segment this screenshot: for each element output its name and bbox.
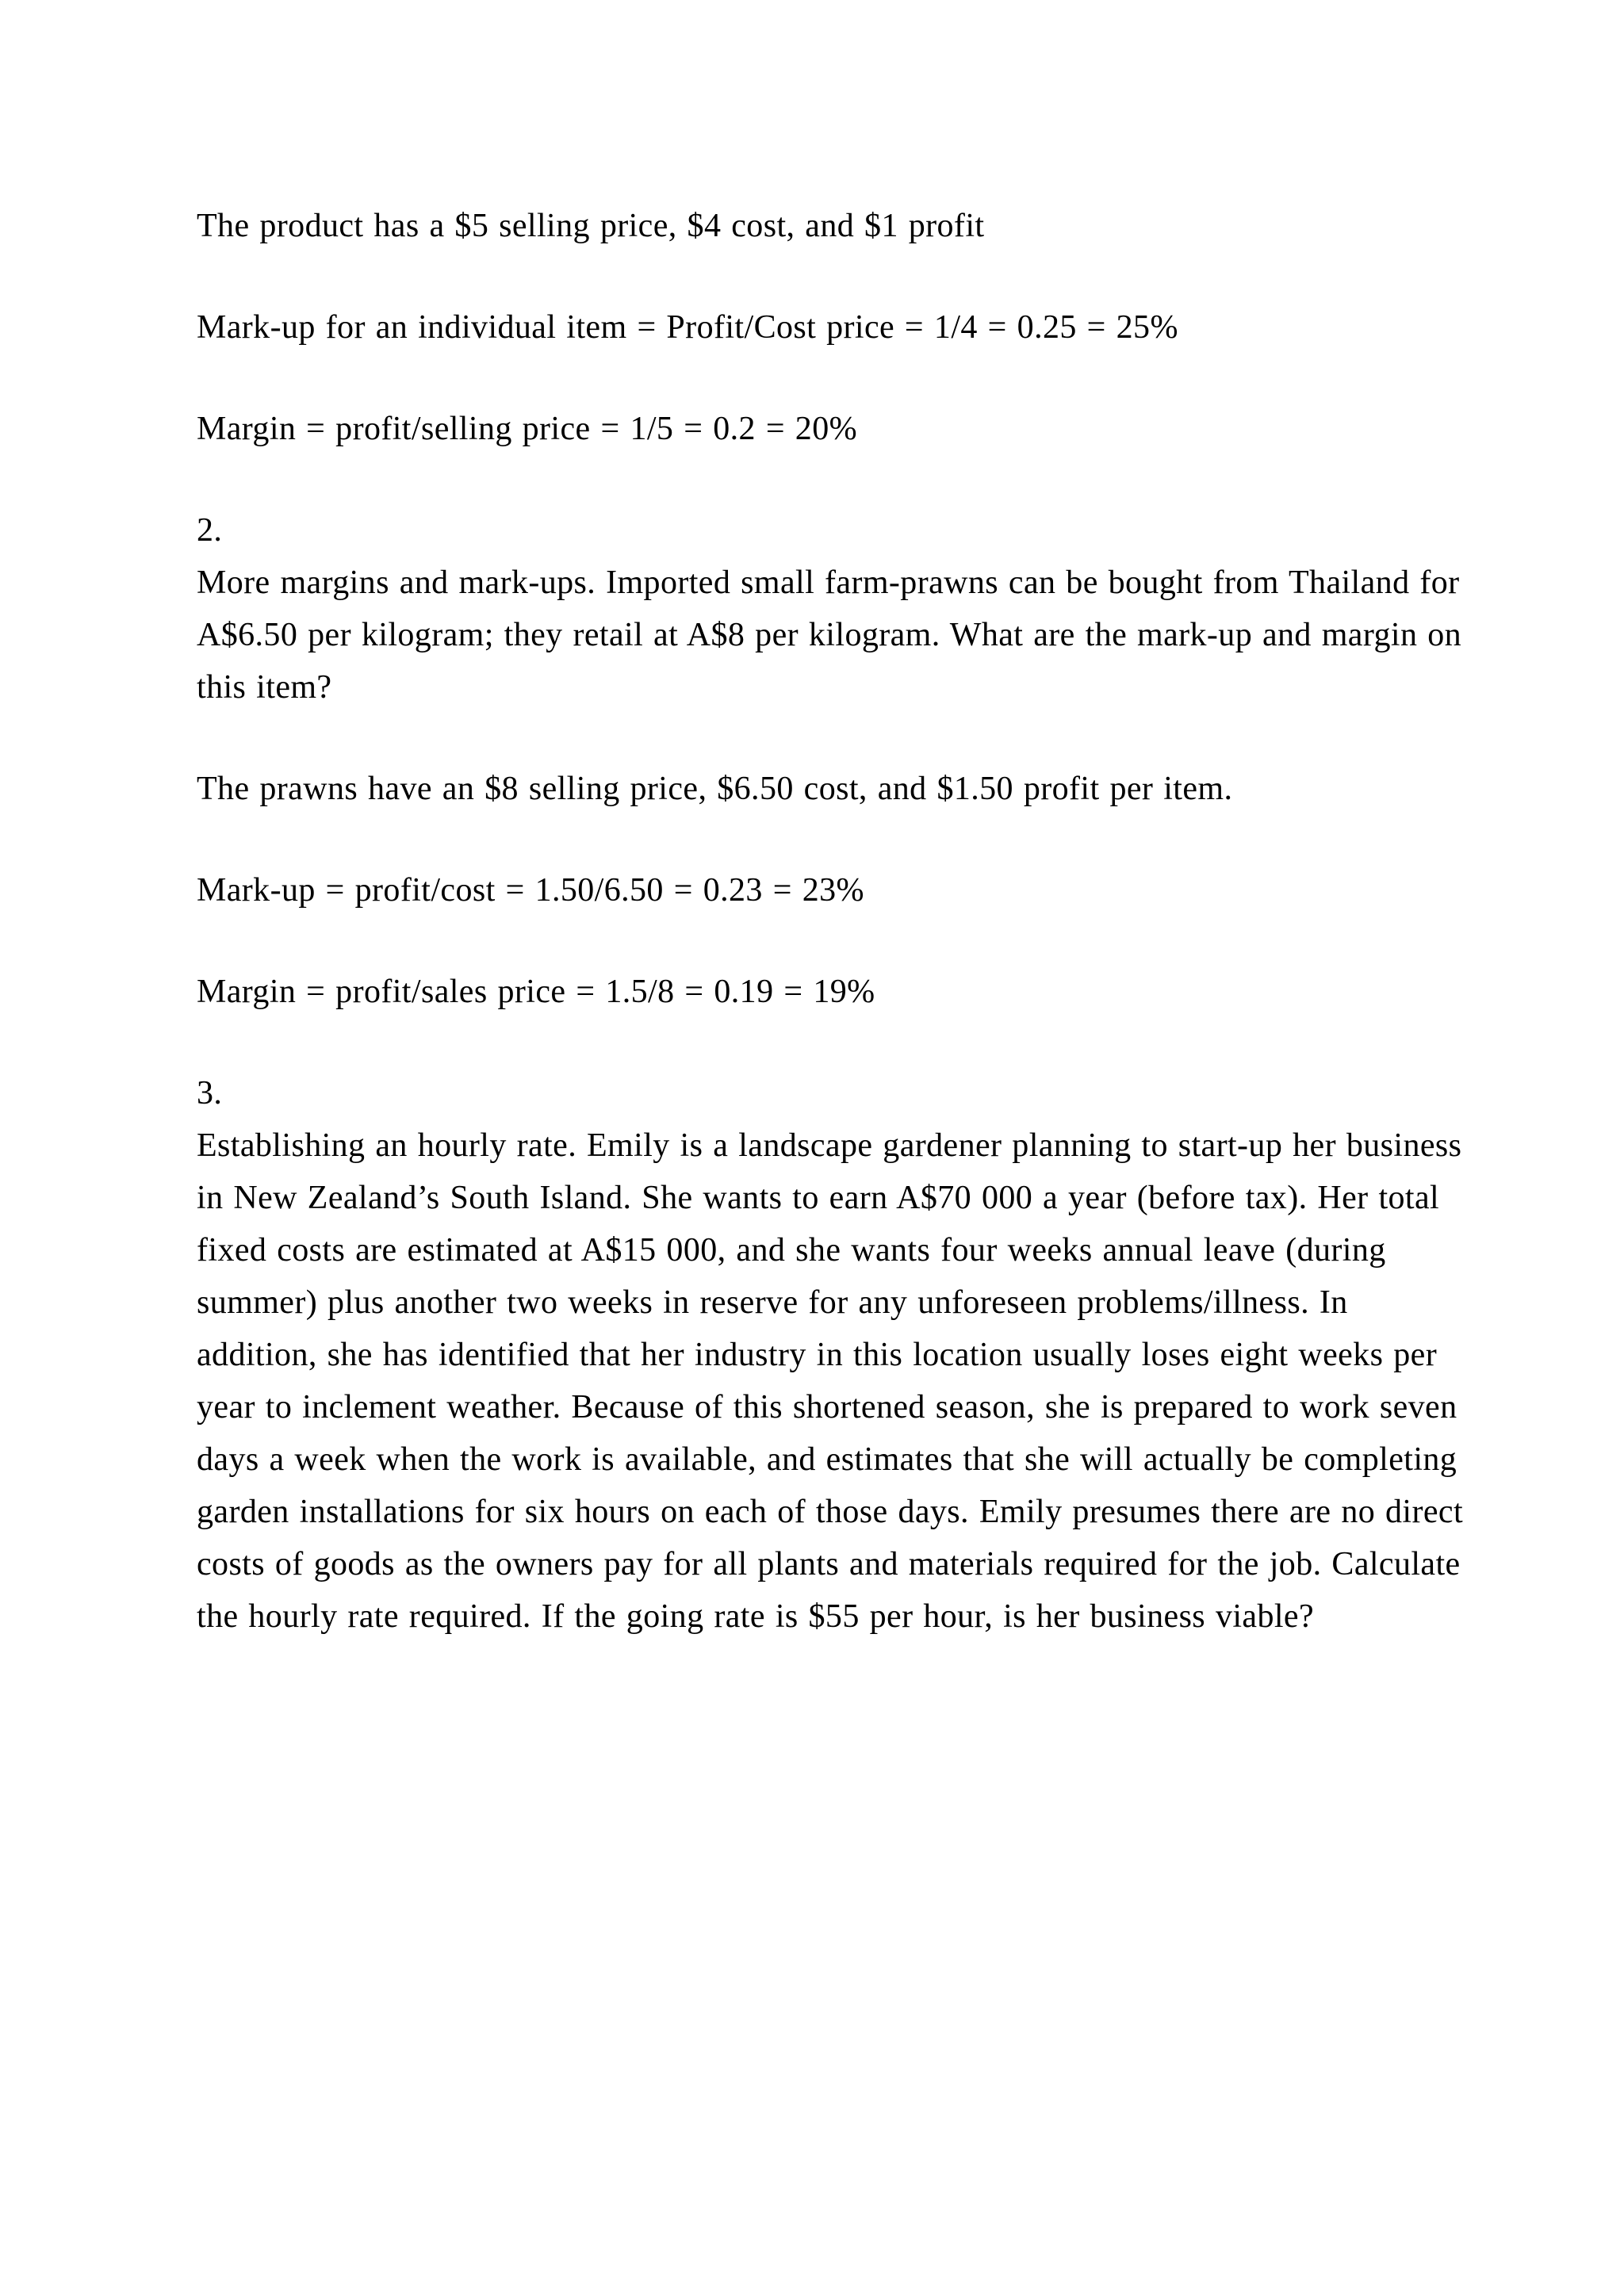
question-3-text: Establishing an hourly rate. Emily is a landscape gardener planning to start-up her business in New Zealand’s South Island. She wants to earn A$70 000 a year (before tax). Her total fixed costs are estimated at A$15 000, and she wants four weeks annual leave (during summer) plus another two weeks in reserve for any unforeseen problems/illness. In addition, she has identified that her industry in this location usually loses eight weeks per year to inclement weather. Because of this shortened season, she is prepared to work seven days a week when the work is available, and estimates that she will actually be completing garden installations for six hours on each of those days. Emily presumes there are no direct costs of goods as the owners pay for all plants and materials required for the job. Calculate the hourly rate required. If the going rate is $55 per hour, is her business viable? [197,1127,1464,1635]
document-body [197,200,1465,1643]
margin-formula-question-1: Margin = profit/selling price = 1/5 = 0.2 = 20% [197,411,857,447]
question-3-number: 3. [197,1075,223,1112]
question-2-block [197,504,1465,714]
markup-formula-question-2: Mark-up = profit/cost = 1.50/6.50 = 0.23 = 23% [197,872,864,909]
prawns-answer-paragraph: The prawns have an $8 selling price, $6.50 cost, and $1.50 profit per item. [197,771,1233,807]
intro-answer-paragraph: The product has a $5 selling price, $4 cost, and $1 profit [197,208,985,244]
question-2-number: 2. [197,512,223,549]
margin-formula-question-2: Margin = profit/sales price = 1.5/8 = 0.19 = 19% [197,974,875,1010]
question-3-block [197,1067,1465,1643]
markup-formula-question-1: Mark-up for an individual item = Profit/Cost price = 1/4 = 0.25 = 25% [197,309,1178,346]
question-2-text: More margins and mark-ups. Imported small farm-prawns can be bought from Thailand for A$6.50 per kilogram; they retail at A$8 per kilogram. What are the mark-up and margin on this item? [197,564,1462,706]
